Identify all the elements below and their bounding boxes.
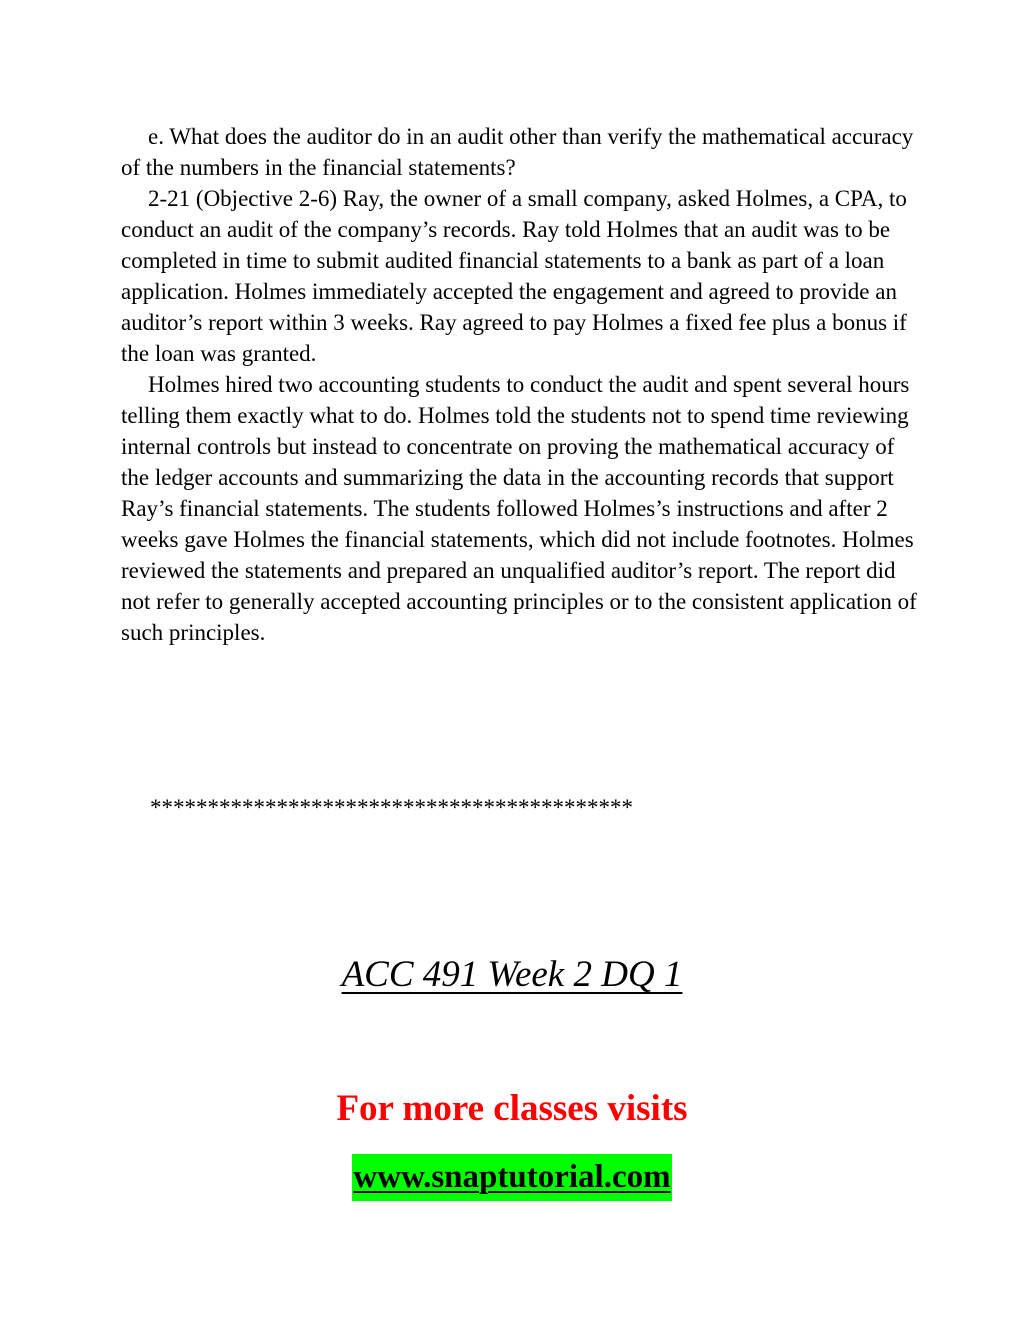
- promo-text: For more classes visits: [336, 1088, 688, 1129]
- url-container: [0, 1154, 1024, 1201]
- section-title: ACC 491 Week 2 DQ 1: [341, 954, 683, 995]
- website-link[interactable]: www.snaptutorial.com: [352, 1154, 671, 1201]
- problem-2-21-paragraph: 2-21 (Objective 2-6) Ray, the owner of a small company, asked Holmes, a CPA, to conduct an audit of the company’s records. Ray told Holmes that an audit was to be completed in time to submit audited financial statements to a bank as part of a loan application. Holmes immediately accepted the engagement and agreed to provide an auditor’s report within 3 weeks. Ray agreed to pay Holmes a fixed fee plus a bonus if the loan was granted.: [121, 186, 907, 366]
- holmes-paragraph: Holmes hired two accounting students to conduct the audit and spent several hours telling them exactly what to do. Holmes told the students not to spend time reviewing internal controls but instead to concentrate on proving the mathematical accuracy of the ledger accounts and summarizing the data in the accounting records that support Ray’s financial statements. The students followed Holmes’s instructions and after 2 weeks gave Holmes the financial statements, which did not include footnotes. Holmes reviewed the statements and prepared an unqualified auditor’s report. The report did not refer to generally accepted accounting principles or to the consistent application of such principles.: [121, 372, 917, 645]
- body-text: [121, 121, 921, 648]
- asterisk-separator: ******************************************: [150, 795, 633, 820]
- question-e-paragraph: e. What does the auditor do in an audit other than verify the mathematical accuracy of the numbers in the financial statements?: [121, 124, 914, 180]
